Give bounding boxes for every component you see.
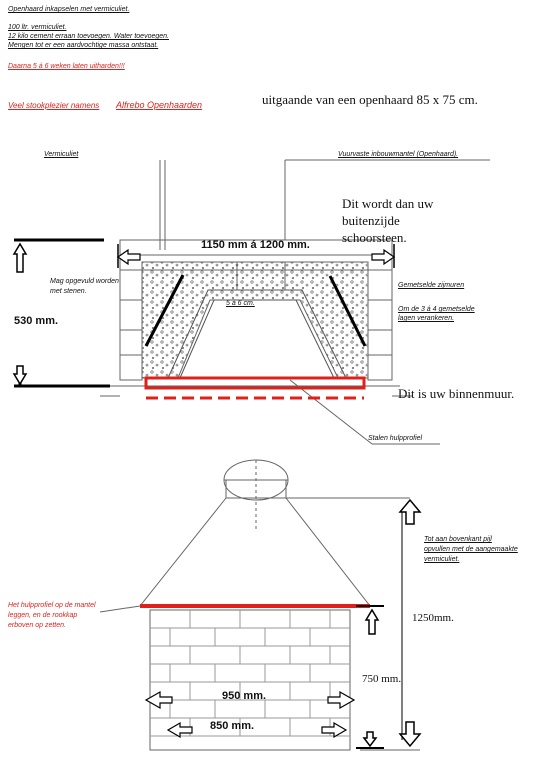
up-arrow-icon: [366, 610, 378, 634]
steel-profile-top: [146, 378, 364, 398]
wall-note: Gemetselde zijmuren: [398, 282, 465, 289]
fill-top-note: vermiculiet.: [424, 556, 460, 563]
gap-label: 5 á 6 cm.: [226, 300, 255, 307]
brand-name: Alfrebo Openhaarden: [116, 100, 203, 110]
label-mantel: Vuurvaste inbouwmantel (Openhaard).: [338, 151, 459, 158]
height-dimension-bars: [14, 240, 110, 386]
width-950-label: 950 mm.: [222, 690, 267, 702]
label-vermiculiet: Vermiculiet: [44, 151, 79, 158]
intro-line: 12 kilo cement erraan toevoegen. Water toevoegen.: [8, 33, 169, 40]
outer-note: buitenzijde: [342, 213, 400, 228]
mantle-note: leggen, en de rookkap: [8, 612, 78, 619]
wall-note: Om de 3 á 4 gemetselde: [398, 306, 475, 313]
height-total-label: 1250mm.: [412, 612, 454, 624]
wall-note: lagen verankeren.: [398, 315, 455, 322]
intro-line: 100 ltr. vermiculiet.: [8, 24, 67, 31]
left-arrow-icon: [118, 250, 140, 264]
down-arrow-icon: [400, 722, 420, 746]
outer-note: schoorsteen.: [342, 230, 407, 245]
left-arrow-icon: [168, 723, 192, 737]
height-label: 530 mm.: [14, 315, 59, 327]
warning-text: Daarna 5 á 6 weken laten uitharden!!!: [8, 63, 125, 70]
intro-line: Mengen tot er een aardvochtige massa ontstaat.: [8, 42, 159, 49]
down-arrow-icon: [364, 732, 376, 746]
brand-prefix: Veel stookplezier namens: [8, 101, 100, 110]
outer-note: Dit wordt dan uw: [342, 196, 434, 211]
intro-title: Openhaard inkapselen met vermiculiet.: [8, 6, 130, 13]
mantle-note: Het hulpprofiel op de mantel: [8, 602, 96, 609]
right-arrow-icon: [322, 723, 346, 737]
fill-top-note: opvullen met de aangemaakte: [424, 546, 518, 553]
up-arrow-icon: [400, 500, 420, 524]
mantle-note: erboven op zetten.: [8, 622, 66, 629]
headline: uitgaande van een openhaard 85 x 75 cm.: [262, 92, 478, 107]
right-arrow-icon: [372, 250, 394, 264]
fill-note: Mag opgevuld worden: [50, 278, 119, 285]
fill-top-note: Tot aan bovenkant pijl: [424, 536, 492, 543]
width-850-label: 850 mm.: [210, 720, 255, 732]
down-arrow-icon: [14, 366, 26, 384]
width-label: 1150 mm á 1200 mm.: [201, 239, 310, 251]
fill-note: met stenen.: [50, 288, 87, 295]
up-arrow-icon: [14, 244, 26, 272]
profile-label: Stalen hulpprofiel: [368, 435, 423, 442]
inner-wall-label: Dit is uw binnenmuur.: [398, 386, 515, 401]
height-base-label: 750 mm.: [362, 673, 402, 685]
